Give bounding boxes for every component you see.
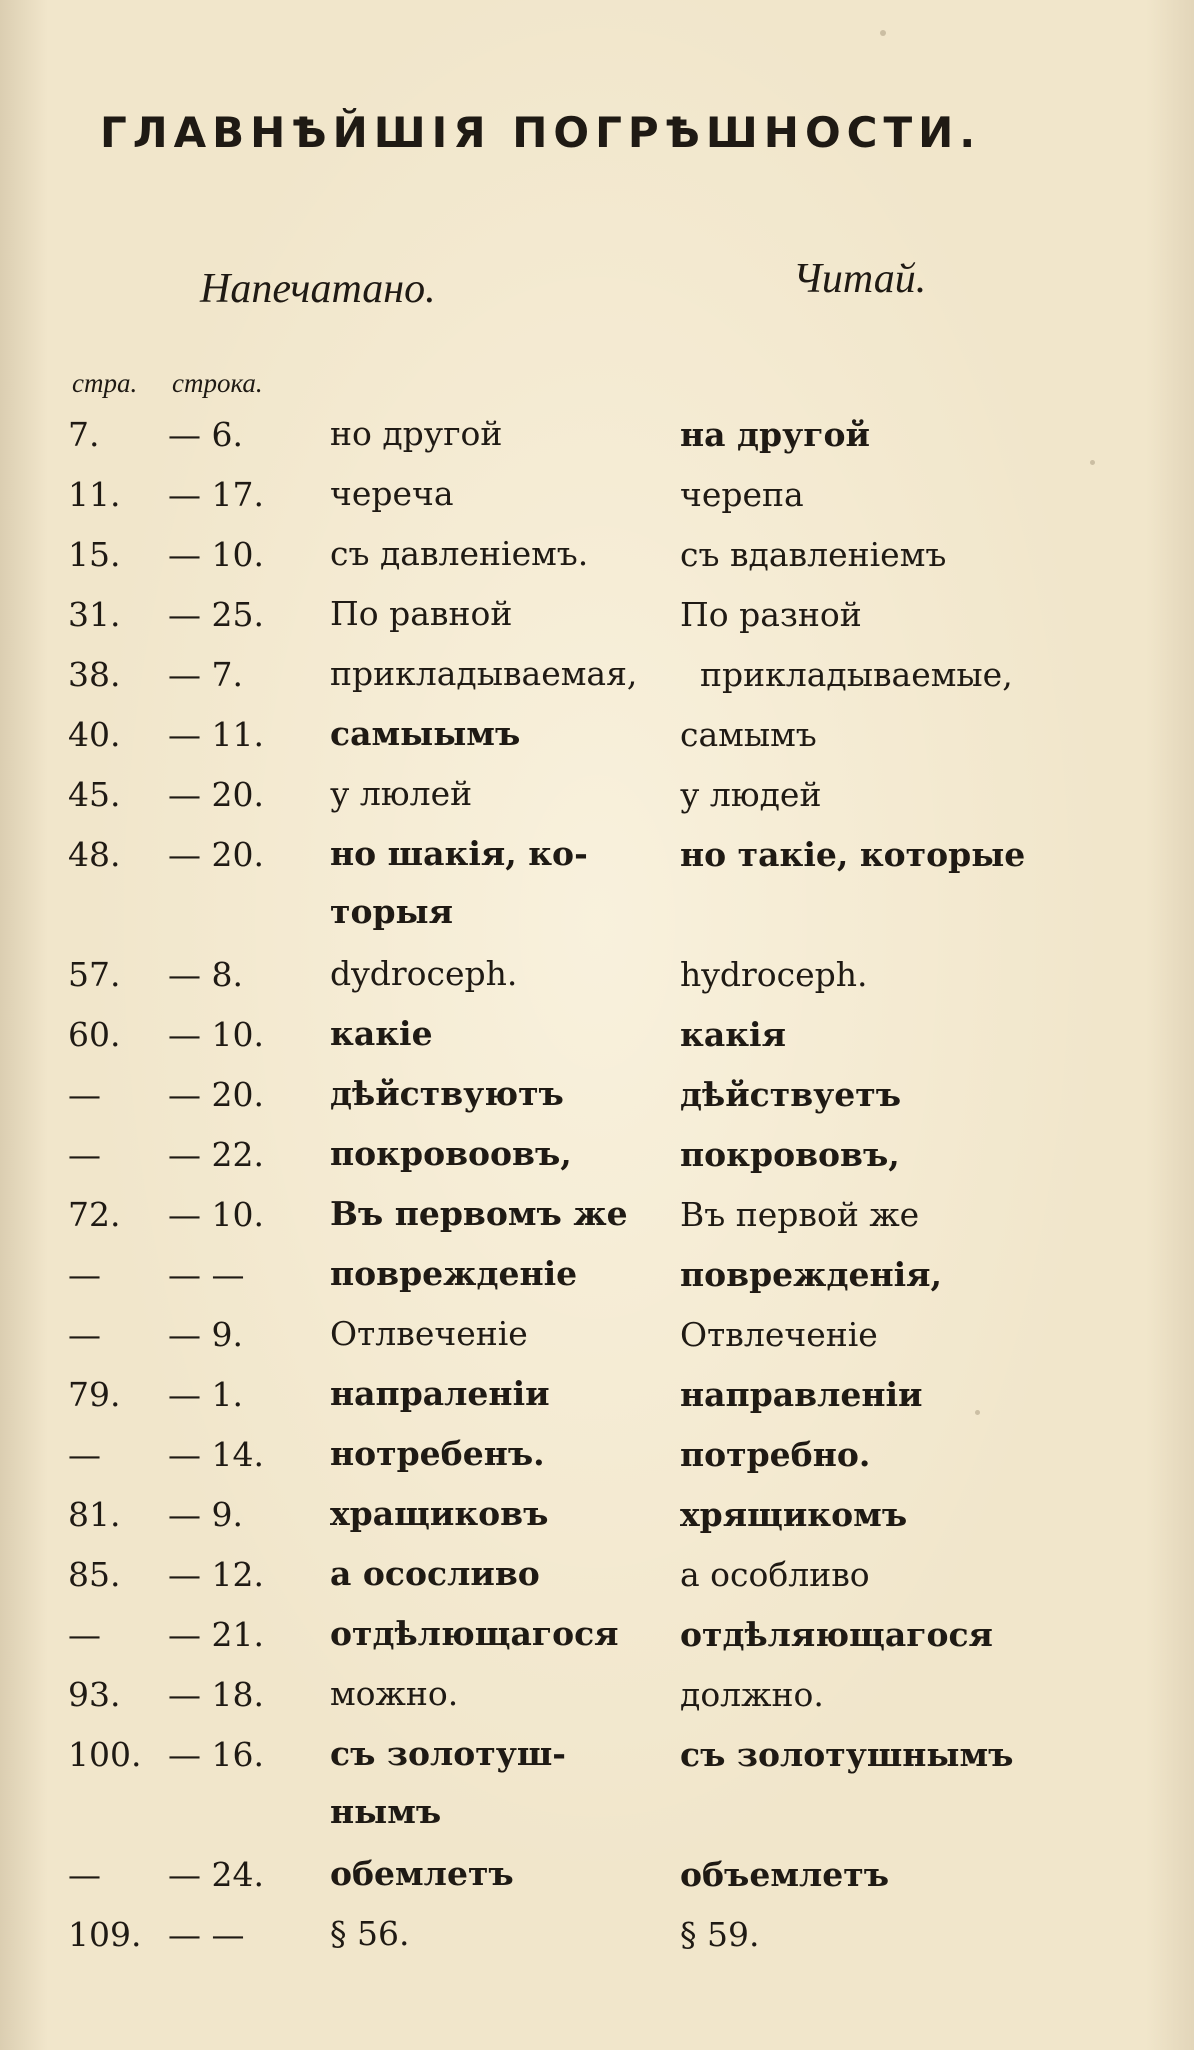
corrected-text: поврежденія, — [680, 1255, 943, 1294]
errata-row — [0, 465, 1194, 525]
line-number: — 17. — [168, 475, 264, 514]
line-number: — 14. — [168, 1435, 264, 1474]
line-number: — 21. — [168, 1615, 264, 1654]
errata-row — [0, 1665, 1194, 1725]
units-header — [72, 368, 263, 399]
corrected-text: Отвлеченіе — [680, 1315, 878, 1354]
printed-text: хращиковъ — [330, 1494, 549, 1533]
line-number: — 8. — [168, 955, 243, 994]
printed-text: обемлетъ — [330, 1854, 514, 1893]
line-number: — 9. — [168, 1315, 243, 1354]
page-title: ГЛАВНѢЙШІЯ ПОГРѢШНОСТИ. — [100, 108, 982, 157]
corrected-text: хрящикомъ — [680, 1495, 908, 1534]
errata-row — [0, 705, 1194, 765]
page-number: — — [68, 1615, 101, 1654]
printed-text: повреждeніе — [330, 1254, 578, 1293]
errata-row — [0, 645, 1194, 705]
page-number: 45. — [68, 775, 121, 814]
page-number: 38. — [68, 655, 121, 694]
printed-text: напраленіи — [330, 1374, 550, 1413]
page-number: 85. — [68, 1555, 121, 1594]
corrected-text: но такіе, которые — [680, 835, 1026, 874]
errata-row — [0, 1065, 1194, 1125]
printed-text: можно. — [330, 1674, 459, 1713]
page-number: — — [68, 1855, 101, 1894]
unit-line-label: строка. — [171, 368, 263, 398]
line-number: — 10. — [168, 1015, 264, 1054]
errata-row — [0, 1845, 1194, 1905]
line-number: — 20. — [168, 775, 264, 814]
line-number: — 16. — [168, 1735, 264, 1774]
printed-text: самыымъ — [330, 714, 521, 753]
corrected-text: направленіи — [680, 1375, 923, 1414]
corrected-text: дѣйствуетъ — [680, 1075, 902, 1114]
printed-text: dydroceph. — [330, 954, 518, 993]
page-number: 31. — [68, 595, 121, 634]
corrected-text: отдѣляющагося — [680, 1615, 993, 1654]
errata-row — [0, 945, 1194, 1005]
line-number: — — — [168, 1255, 245, 1294]
line-number: — 7. — [168, 655, 243, 694]
corrected-text: у людей — [680, 775, 822, 814]
line-number: — 20. — [168, 1075, 264, 1114]
line-number: — 12. — [168, 1555, 264, 1594]
printed-text: прикладываемая, — [330, 654, 638, 693]
page-number: — — [68, 1435, 101, 1474]
column-header-printed: Напечатано. — [200, 266, 436, 312]
line-number: — 10. — [168, 535, 264, 574]
corrected-text: объемлетъ — [680, 1855, 890, 1894]
page-number: 11. — [68, 475, 121, 514]
printed-text: Въ первомъ же — [330, 1194, 628, 1233]
column-header-read: Читай. — [793, 256, 927, 302]
printed-text: покровоовъ, — [330, 1134, 572, 1173]
line-number: — 1. — [168, 1375, 243, 1414]
paper-speck — [880, 30, 886, 36]
page-number: 100. — [68, 1735, 142, 1774]
errata-row — [0, 405, 1194, 465]
printed-text: Отлвеченіе — [330, 1314, 528, 1353]
page-number: — — [68, 1255, 101, 1294]
page-number: 48. — [68, 835, 121, 874]
line-number: — — — [168, 1915, 245, 1954]
printed-text: а ососливо — [330, 1554, 540, 1593]
corrected-text: потребно. — [680, 1435, 871, 1474]
page-number: 40. — [68, 715, 121, 754]
errata-row — [0, 1605, 1194, 1665]
printed-text: какіе — [330, 1014, 433, 1053]
page-number: 57. — [68, 955, 121, 994]
errata-row — [0, 765, 1194, 825]
errata-row — [0, 1425, 1194, 1485]
line-number: — 9. — [168, 1495, 243, 1534]
printed-text: череча — [330, 474, 454, 513]
printed-text: но шакія, ко- торыя — [330, 834, 588, 931]
page-number: 72. — [68, 1195, 121, 1234]
corrected-text: Въ первой же — [680, 1195, 920, 1234]
line-number: — 22. — [168, 1135, 264, 1174]
corrected-text: какія — [680, 1015, 786, 1054]
errata-row — [0, 1725, 1194, 1845]
page-number: 81. — [68, 1495, 121, 1534]
line-number: — 11. — [168, 715, 264, 754]
errata-row — [0, 1185, 1194, 1245]
printed-text: отдѣлющагося — [330, 1614, 619, 1653]
page-number: 60. — [68, 1015, 121, 1054]
printed-text: но другой — [330, 414, 503, 453]
page-number: — — [68, 1075, 101, 1114]
page-number: — — [68, 1315, 101, 1354]
corrected-text: покрововъ, — [680, 1135, 900, 1174]
page-number: 79. — [68, 1375, 121, 1414]
line-number: — 24. — [168, 1855, 264, 1894]
line-number: — 18. — [168, 1675, 264, 1714]
errata-row — [0, 1545, 1194, 1605]
corrected-text: на другой — [680, 415, 870, 454]
errata-row — [0, 1485, 1194, 1545]
errata-row — [0, 1125, 1194, 1185]
page-number: — — [68, 1135, 101, 1174]
page-number: 7. — [68, 415, 100, 454]
line-number: — 20. — [168, 835, 264, 874]
corrected-text: должно. — [680, 1675, 824, 1714]
errata-row — [0, 825, 1194, 945]
errata-row — [0, 1005, 1194, 1065]
corrected-text: По разной — [680, 595, 862, 634]
printed-text: По равной — [330, 594, 513, 633]
errata-row — [0, 1305, 1194, 1365]
corrected-text: § 59. — [680, 1915, 760, 1954]
corrected-text: съ золотушнымъ — [680, 1735, 1014, 1774]
line-number: — 25. — [168, 595, 264, 634]
unit-page-label: стра. — [72, 368, 138, 398]
errata-row — [0, 1245, 1194, 1305]
errata-row — [0, 525, 1194, 585]
line-number: — 6. — [168, 415, 243, 454]
printed-text: съ давленіемъ. — [330, 534, 589, 573]
printed-text: у люлей — [330, 774, 473, 813]
page-number: 109. — [68, 1915, 142, 1954]
corrected-text: съ вдавленіемъ — [680, 535, 947, 574]
corrected-text: черепа — [680, 475, 804, 514]
errata-row — [0, 1905, 1194, 1965]
corrected-text: самымъ — [680, 715, 817, 754]
printed-text: дѣйствуютъ — [330, 1074, 564, 1113]
errata-row — [0, 585, 1194, 645]
corrected-text: а особливо — [680, 1555, 870, 1594]
errata-table — [0, 405, 1194, 1965]
line-number: — 10. — [168, 1195, 264, 1234]
page-number: 15. — [68, 535, 121, 574]
page-number: 93. — [68, 1675, 121, 1714]
corrected-text: прикладываемые, — [700, 655, 1013, 694]
corrected-text: hydroceph. — [680, 955, 868, 994]
printed-text: § 56. — [330, 1914, 410, 1953]
printed-text: нотребенъ. — [330, 1434, 545, 1473]
errata-row — [0, 1365, 1194, 1425]
printed-text: съ золотуш- нымъ — [330, 1734, 566, 1831]
